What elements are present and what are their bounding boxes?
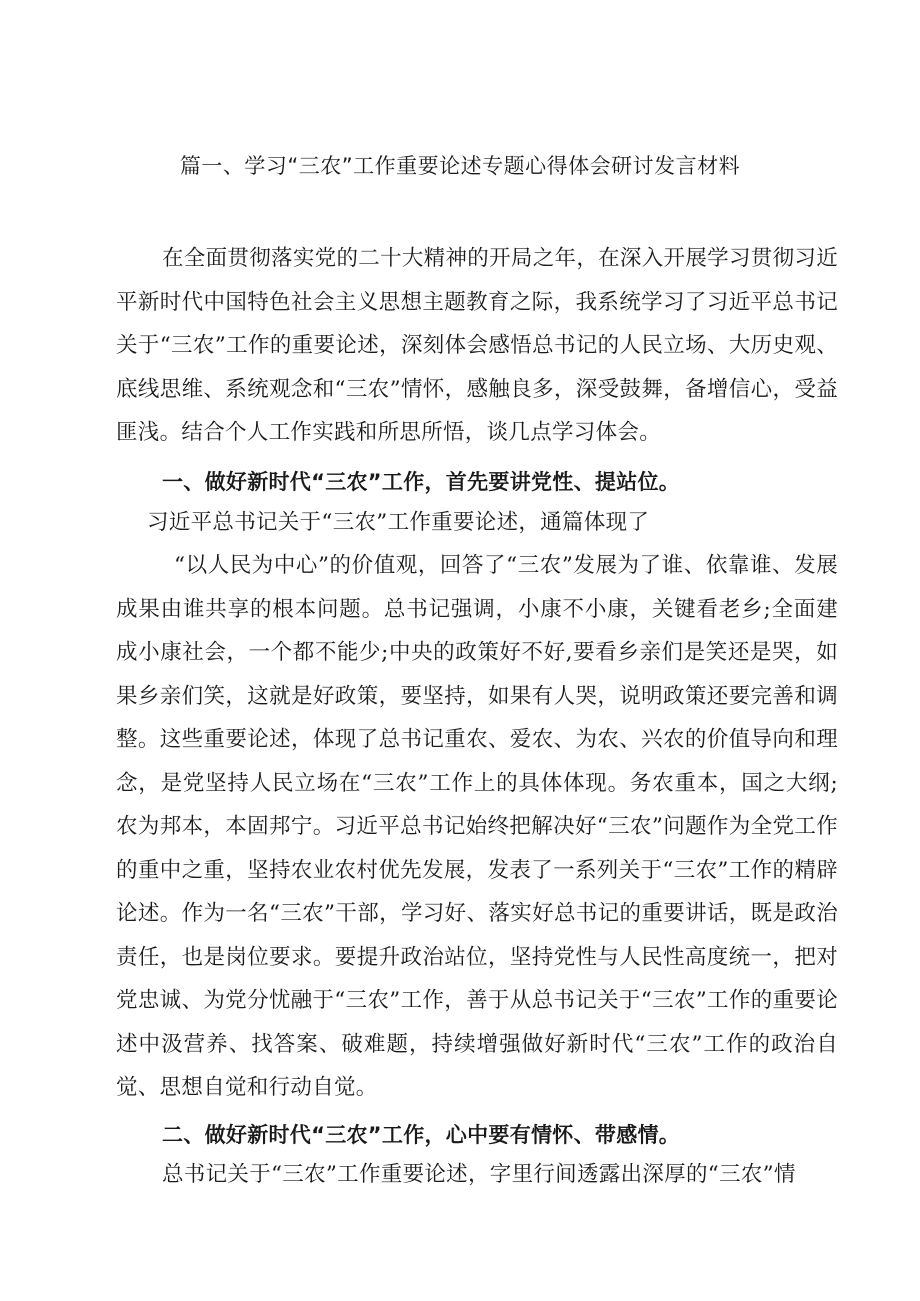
- section-2-heading: 二、做好新时代“三农”工作，心中要有情怀、带感情。: [162, 1123, 681, 1147]
- section-1-heading: 一、做好新时代“三农”工作，首先要讲党性、提站位。: [162, 470, 681, 494]
- section-1-lead-line: 习近平总书记关于“三农”工作重要论述，通篇体现了: [147, 510, 650, 535]
- intro-paragraph: 在全面贯彻落实党的二十大精神的开局之年，在深入开展学习贯彻习近平新时代中国特色社会主义思想主题教育之际，我系统学习了习近平总书记关于“三农”工作的重要论述，深刻体会感悟总书记的人民立场、大历史观、底线思维、系统观念和“三农”情怀，感触良多，深受鼓舞，备增信心，受益匪浅。结合个人工作实践和所思所悟，谈几点学习体会。: [116, 246, 838, 445]
- section-2-paragraph: 总书记关于“三农”工作重要论述，字里行间透露出深厚的“三农”情: [162, 1162, 796, 1187]
- section-1-paragraph: “以人民为中心”的价值观，回答了“三农”发展为了谁、依靠谁、发展成果由谁共享的根本问题。总书记强调，小康不小康，关键看老乡;全面建成小康社会，一个都不能少;中央的政策好不好,要看乡亲们是笑还是哭，如果乡亲们笑，这就是好政策，要坚持，如果有人哭，说明政策还要完善和调整。这些重要论述，体现了总书记重农、爱农、为农、兴农的价值导向和理念，是党坚持人民立场在“三农”工作上的具体体现。务农重本，国之大纲;农为邦本，本固邦宁。习近平总书记始终把解决好“三农”问题作为全党工作的重中之重，坚持农业农村优先发展，发表了一系列关于“三农”工作的精辟论述。作为一名“三农”干部，学习好、落实好总书记的重要讲话，既是政治责任，也是岗位要求。要提升政治站位，坚持党性与人民性高度统一，把对党忠诚、为党分忧融于“三农”工作，善于从总书记关于“三农”工作的重要论述中汲营养、找答案、破难题，持续增强做好新时代“三农”工作的政治自觉、思想自觉和行动自觉。: [116, 553, 838, 1100]
- document-title: 篇一、学习“三农”工作重要论述专题心得体会研讨发言材料: [179, 154, 741, 178]
